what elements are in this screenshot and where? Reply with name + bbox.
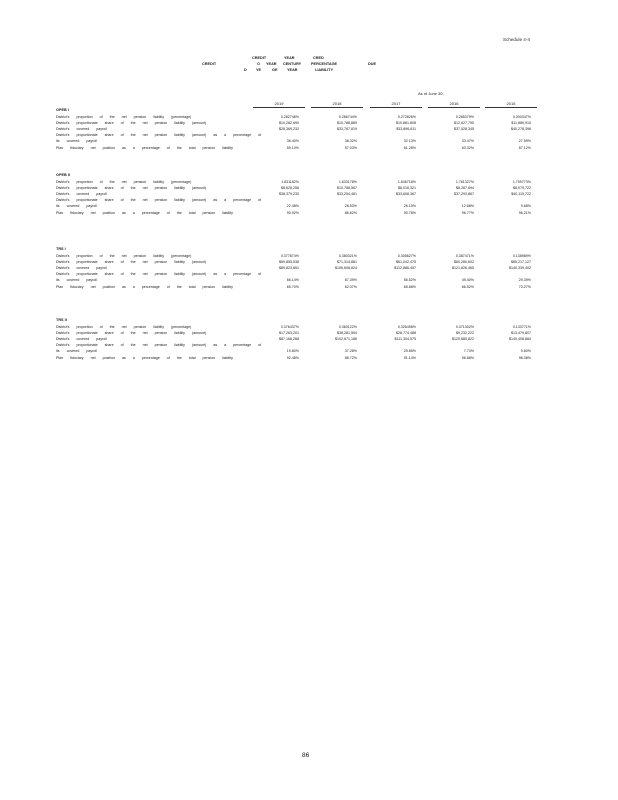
row-label: District's proportionate share of the net pension liability (amount) [56, 260, 207, 265]
row-value: 96.88% [461, 355, 474, 360]
row-value: 0.360122% [338, 325, 357, 329]
row-value: 0.326498% [397, 325, 416, 329]
row-value: 90.92% [286, 210, 299, 215]
row-value: $10,788,889 [337, 121, 357, 126]
row-value: $71,314,881 [337, 260, 357, 265]
row-value: $40,278,396 [511, 127, 531, 132]
table-row [56, 180, 556, 185]
row-value: 91.14% [403, 355, 416, 360]
table-row [56, 266, 556, 271]
row-value: 88.72% [344, 355, 357, 360]
row-value: $28,369,232 [279, 127, 299, 132]
year-header-1: 2018 [311, 101, 363, 108]
table-row [56, 139, 556, 144]
heading-fragment: YEAR [284, 56, 295, 60]
year-header-2: 2017 [370, 101, 422, 108]
row-value: 0.286744% [338, 115, 357, 119]
row-value: 28.53% [344, 204, 357, 209]
year-header-4: 2015 [485, 101, 537, 108]
row-value: $10,282,690 [279, 121, 299, 126]
table-row [56, 278, 556, 283]
section-title: TRS I [56, 247, 66, 251]
row-value: 61.28% [403, 145, 416, 150]
row-value: 65.68% [403, 284, 416, 289]
section-title: OPEB II [56, 173, 70, 177]
row-label: District's proportionate share of the net pension liability (amount) [56, 331, 207, 336]
row-value: 0.300347% [512, 115, 531, 119]
row-label: District's proportionate share of the net pension liability (amount) [56, 186, 207, 191]
row-value: $33,254,481 [337, 192, 357, 197]
row-label: District's proportion of the net pension liability (percentage) [56, 254, 192, 258]
row-value: 1.759773% [512, 180, 531, 184]
schedule-label: Schedule 4-4 [503, 37, 531, 42]
row-value: 92.48% [286, 355, 299, 360]
row-label: District's proportion of the net pension liability (percentage) [56, 180, 192, 184]
row-value: 37.28% [344, 349, 357, 354]
row-value: 0.376437% [280, 325, 299, 329]
row-value: 0.133771% [512, 325, 531, 329]
row-value: $87,166,268 [279, 337, 299, 342]
table-row [56, 325, 556, 330]
table-row [56, 356, 556, 361]
as-of-label: As of June 30, [418, 91, 444, 96]
row-label: its covered payroll [56, 204, 97, 209]
table-row [56, 121, 556, 126]
row-value: 0.387471% [455, 254, 474, 258]
heading-fragment: YEAR [287, 68, 298, 72]
row-value: $121,826,465 [452, 266, 474, 271]
row-label: its covered payroll [56, 349, 97, 354]
heading-fragment: DUE [368, 62, 377, 66]
row-value: $8,079,722 [513, 186, 531, 191]
row-label: its covered payroll [56, 139, 97, 144]
row-value: $8,016,321 [398, 186, 416, 191]
row-value: $33,767,819 [337, 127, 357, 132]
row-value: $140,408,884 [509, 337, 531, 342]
row-value: 27.59% [518, 139, 531, 144]
table-row [56, 349, 556, 354]
row-value: $102,671,186 [335, 337, 357, 342]
row-value: 73.27% [518, 284, 531, 289]
table-row [56, 254, 556, 259]
heading-fragment: CRED [313, 56, 324, 60]
row-value: $106,608,824 [335, 266, 357, 271]
table-row [56, 198, 556, 203]
row-value: 90.78% [403, 210, 416, 215]
section-title: OPEB I [56, 108, 69, 112]
table-row [56, 211, 556, 216]
row-value: $89,823,851 [279, 266, 299, 271]
table-row [56, 331, 556, 336]
row-value: 1.633178% [338, 180, 357, 184]
row-value: 1.831182% [281, 180, 299, 184]
table-row [56, 285, 556, 290]
row-value: $8,628,256 [281, 186, 299, 191]
row-value: 65.70% [286, 284, 299, 289]
row-value: $85,217,127 [511, 260, 531, 265]
row-value: 7.73% [463, 349, 474, 354]
row-value: $38,281,594 [337, 331, 357, 336]
heading-fragment: LIABILITY [315, 68, 334, 72]
heading-fragment: YEAR [266, 62, 277, 66]
row-value: 62.07% [344, 284, 357, 289]
row-value: 0.371302% [455, 325, 474, 329]
row-value: $61,042,475 [396, 260, 416, 265]
row-value: 96.77% [461, 210, 474, 215]
row-value: 9.68% [520, 204, 531, 209]
row-value: 22.48% [286, 204, 299, 209]
row-label: District's proportionate share of the net pension liability (amount) as a percentage of [56, 272, 262, 277]
row-value: 25.85% [403, 349, 416, 354]
row-label: District's covered payroll [56, 127, 107, 132]
row-value: 32.13% [403, 139, 416, 144]
row-value: $12,627,790 [454, 121, 474, 126]
heading-fragment: O [257, 62, 260, 66]
row-value: $9,232,222 [456, 331, 474, 336]
row-value: $38,379,230 [279, 192, 299, 197]
heading-fragment: D [244, 68, 247, 72]
row-label: District's covered payroll [56, 337, 107, 342]
heading-fragment: CENTURY [283, 62, 302, 66]
row-value: 26.15% [403, 204, 416, 209]
row-value: 59.10% [286, 145, 299, 150]
row-value: $10,788,567 [337, 186, 357, 191]
row-value: $112,886,457 [394, 266, 416, 271]
row-value: 36.40% [286, 139, 299, 144]
row-value: 56.52% [403, 278, 416, 283]
row-value: 29.39% [518, 278, 531, 283]
row-value: $33,608,367 [396, 192, 416, 197]
row-label: District's proportionate share of the net pension liability (amount) [56, 121, 207, 126]
row-value: $17,263,201 [279, 331, 299, 336]
heading-fragment: GE [272, 68, 278, 72]
table-row [56, 204, 556, 209]
row-label: District's proportion of the net pension liability (percentage) [56, 115, 192, 119]
row-value: 0.380321% [338, 254, 357, 258]
heading-fragment: CREDIT [252, 56, 267, 60]
row-value: 0.285379% [455, 115, 474, 119]
row-value: 38.32% [344, 139, 357, 144]
row-value: $10,881,808 [396, 121, 416, 126]
row-value: 19.80% [286, 349, 299, 354]
row-label: District's proportionate share of the net pension liability (amount) as a percentage of [56, 133, 262, 138]
year-header-3: 2016 [428, 101, 480, 108]
row-value: 67.12% [518, 145, 531, 150]
row-value: 9.60% [520, 349, 531, 354]
row-value: 66.52% [461, 284, 474, 289]
row-label: Plan fiduciary net position as a percentage of the total pension liability [56, 284, 233, 289]
table-row [56, 337, 556, 342]
table-row [56, 115, 556, 120]
row-value: 33.47% [461, 139, 474, 144]
row-value: 67.39% [344, 278, 357, 283]
table-row [56, 133, 556, 138]
row-value: $120,680,822 [452, 337, 474, 342]
table-row [56, 127, 556, 132]
heading-fragment: YE [256, 68, 262, 72]
row-value: $69,855,538 [279, 260, 299, 265]
row-value: 1.846718% [397, 180, 416, 184]
row-value: 0.305627% [397, 254, 416, 258]
heading-fragment: CREDIT [202, 62, 217, 66]
row-value: 49.40% [461, 278, 474, 283]
row-label: District's covered payroll [56, 192, 107, 197]
table-row [56, 146, 556, 151]
row-value: 66.14% [286, 278, 299, 283]
row-value: $33,896,611 [396, 127, 416, 132]
row-label: District's proportionate share of the net pension liability (amount) as a percentage of [56, 198, 262, 203]
row-value: 0.272826% [397, 115, 416, 119]
row-value: 1.781327% [455, 180, 474, 184]
row-value: $40,115,722 [511, 192, 531, 197]
row-label: District's proportionate share of the net pension liability (amount) as a percentage of [56, 343, 262, 348]
row-value: 63.32% [461, 145, 474, 150]
section-title: TRS II [56, 318, 67, 322]
row-value: $13,479,807 [511, 331, 531, 336]
row-label: Plan fiduciary net position as a percentage of the total pension liability [56, 210, 233, 215]
row-label: Plan fiduciary net position as a percentage of the total pension liability [56, 355, 233, 360]
row-value: $60,280,602 [454, 260, 474, 265]
row-value: 0.377874% [280, 254, 299, 258]
row-value: 86.62% [344, 210, 357, 215]
row-value: $28,774,488 [396, 331, 416, 336]
row-value: $8,287,694 [456, 186, 474, 191]
page-number: 86 [302, 752, 310, 759]
row-value: $37,293,867 [454, 192, 474, 197]
row-value: 57.03% [344, 145, 357, 150]
row-value: 96.21% [518, 210, 531, 215]
row-value: $37,528,345 [454, 127, 474, 132]
row-label: its covered payroll [56, 278, 97, 283]
row-label: District's covered payroll [56, 266, 107, 271]
table-row [56, 260, 556, 265]
heading-fragment: PERCENTAGE [311, 62, 338, 66]
row-value: 0.282746% [280, 115, 299, 119]
table-row [56, 272, 556, 277]
table-row [56, 343, 556, 348]
year-header-0: 2019 [253, 101, 305, 108]
row-value: 96.38% [518, 355, 531, 360]
row-value: $11,889,910 [511, 121, 531, 126]
table-row [56, 186, 556, 191]
row-value: $111,304,575 [394, 337, 416, 342]
row-value: $140,339,402 [509, 266, 531, 271]
table-row [56, 192, 556, 197]
row-value: 12.68% [461, 204, 474, 209]
row-value: 0.138989% [512, 254, 531, 258]
row-label: District's proportion of the net pension liability (percentage) [56, 325, 192, 329]
row-label: Plan fiduciary net position as a percentage of the total pension liability [56, 145, 233, 150]
